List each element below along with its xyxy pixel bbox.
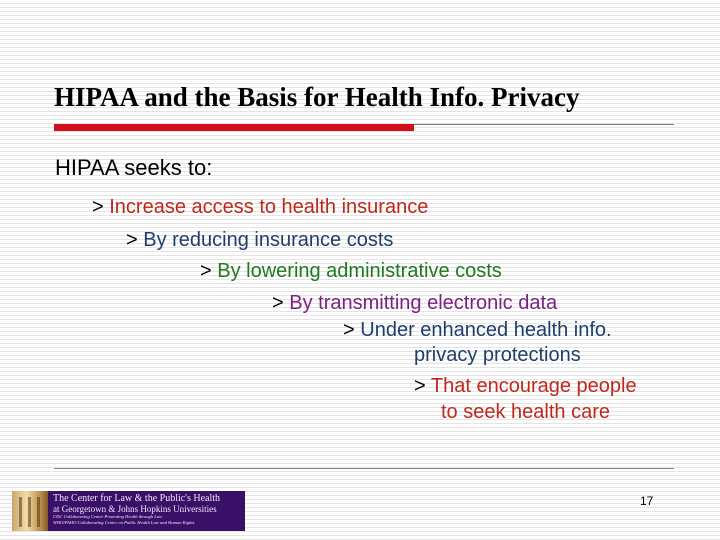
- bullet-text: By reducing insurance costs: [143, 229, 394, 251]
- center-logo: [12, 491, 245, 531]
- footer-divider: [54, 468, 674, 469]
- logo-text: [53, 493, 243, 525]
- bullet-point-3: [200, 259, 502, 283]
- bullet-marker: >: [414, 375, 426, 397]
- bullet-point-4: [272, 291, 557, 315]
- pillar-emblem-icon: [12, 491, 48, 531]
- bullet-marker: >: [126, 229, 138, 251]
- bullet-marker: >: [272, 292, 284, 314]
- bullet-text: By lowering administrative costs: [217, 260, 502, 282]
- page-number: 17: [640, 494, 654, 508]
- bullet-marker: >: [343, 319, 355, 341]
- logo-line-3: CDC Collaborating Center Promoting Health through Law: [53, 514, 163, 519]
- bullet-point-2: [126, 228, 393, 252]
- bullet-point-6: [414, 374, 637, 398]
- logo-line-2: at Georgetown & Johns Hopkins Universities: [53, 504, 217, 514]
- bullet-marker: >: [200, 260, 212, 282]
- bullet-point-1: [92, 195, 428, 219]
- bullet-text: Increase access to health insurance: [109, 196, 429, 218]
- lead-text: HIPAA seeks to:: [55, 155, 213, 180]
- bullet-marker: >: [92, 196, 104, 218]
- logo-line-4: WHO/PAHO Collaborating Center on Public Health Law and Human Rights: [53, 519, 195, 525]
- title-accent-bar: [54, 124, 414, 131]
- logo-line-1: The Center for Law & the Public's Health: [53, 493, 221, 504]
- bullet-text: By transmitting electronic data: [289, 292, 558, 314]
- bullet-text: Under enhanced health info.: [360, 319, 612, 341]
- bullet-text: That encourage people: [430, 375, 637, 397]
- bullet-point-5-continuation: privacy protections: [414, 344, 581, 366]
- bullet-point-6-continuation: to seek health care: [441, 401, 610, 423]
- slide-title: HIPAA and the Basis for Health Info. Privacy: [54, 82, 580, 112]
- bullet-point-5: [343, 318, 612, 342]
